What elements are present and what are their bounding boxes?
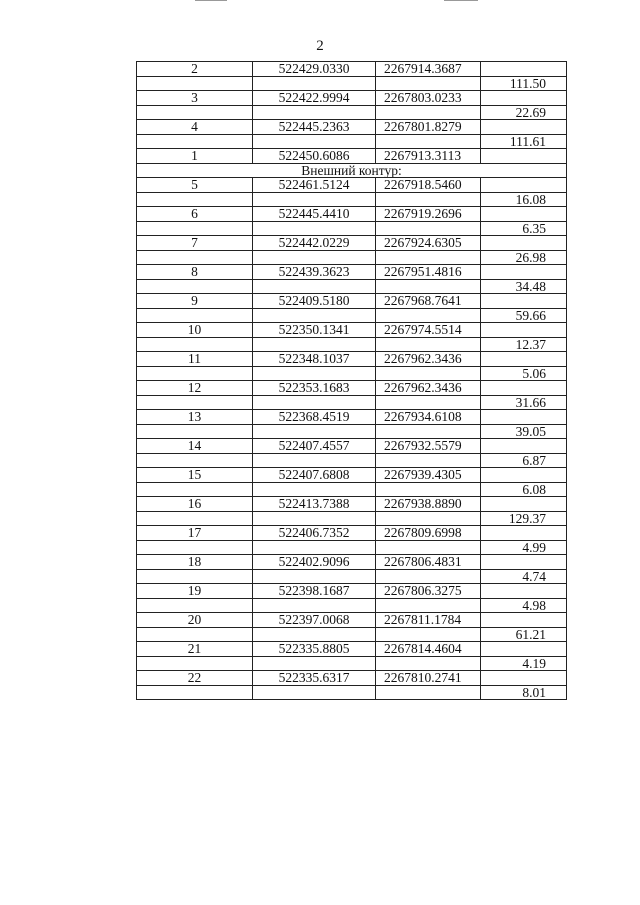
empty-cell bbox=[376, 279, 481, 294]
empty-cell bbox=[137, 569, 253, 584]
distance-cell-empty bbox=[481, 120, 567, 135]
x-coordinate-cell: 522407.4557 bbox=[253, 439, 376, 454]
distance-cell: 26.98 bbox=[481, 250, 567, 265]
empty-cell bbox=[137, 482, 253, 497]
x-coordinate-cell: 522445.4410 bbox=[253, 207, 376, 222]
empty-cell bbox=[253, 598, 376, 613]
point-number-cell: 21 bbox=[137, 642, 253, 657]
table-row-point bbox=[137, 265, 567, 280]
x-coordinate-cell: 522402.9096 bbox=[253, 555, 376, 570]
table-row-distance bbox=[137, 105, 567, 120]
point-number-cell: 14 bbox=[137, 439, 253, 454]
distance-cell-empty bbox=[481, 381, 567, 396]
distance-cell-empty bbox=[481, 352, 567, 367]
table-row-point bbox=[137, 497, 567, 512]
distance-cell: 16.08 bbox=[481, 192, 567, 207]
empty-cell bbox=[376, 337, 481, 352]
y-coordinate-cell: 2267951.4816 bbox=[376, 265, 481, 280]
distance-cell: 31.66 bbox=[481, 395, 567, 410]
empty-cell bbox=[376, 395, 481, 410]
x-coordinate-cell: 522406.7352 bbox=[253, 526, 376, 541]
distance-cell: 34.48 bbox=[481, 279, 567, 294]
distance-cell: 4.74 bbox=[481, 569, 567, 584]
table-row-distance bbox=[137, 366, 567, 381]
empty-cell bbox=[376, 569, 481, 584]
table-row-point bbox=[137, 120, 567, 135]
empty-cell bbox=[376, 598, 481, 613]
empty-cell bbox=[137, 76, 253, 91]
x-coordinate-cell: 522422.9994 bbox=[253, 91, 376, 106]
x-coordinate-cell: 522398.1687 bbox=[253, 584, 376, 599]
table-row-distance bbox=[137, 221, 567, 236]
x-coordinate-cell: 522353.1683 bbox=[253, 381, 376, 396]
distance-cell-empty bbox=[481, 62, 567, 77]
scan-mark-right bbox=[444, 0, 478, 1]
point-number-cell: 20 bbox=[137, 613, 253, 628]
y-coordinate-cell: 2267913.3113 bbox=[376, 149, 481, 164]
distance-cell-empty bbox=[481, 236, 567, 251]
distance-cell: 4.19 bbox=[481, 656, 567, 671]
table-row-point bbox=[137, 294, 567, 309]
table-row-distance bbox=[137, 76, 567, 91]
point-number-cell: 1 bbox=[137, 149, 253, 164]
empty-cell bbox=[253, 656, 376, 671]
empty-cell bbox=[137, 453, 253, 468]
y-coordinate-cell: 2267939.4305 bbox=[376, 468, 481, 483]
empty-cell bbox=[253, 511, 376, 526]
distance-cell: 4.98 bbox=[481, 598, 567, 613]
point-number-cell: 15 bbox=[137, 468, 253, 483]
empty-cell bbox=[376, 424, 481, 439]
y-coordinate-cell: 2267934.6108 bbox=[376, 410, 481, 425]
empty-cell bbox=[253, 279, 376, 294]
distance-cell: 6.08 bbox=[481, 482, 567, 497]
empty-cell bbox=[137, 221, 253, 236]
x-coordinate-cell: 522439.3623 bbox=[253, 265, 376, 280]
y-coordinate-cell: 2267938.8890 bbox=[376, 497, 481, 512]
distance-cell: 6.87 bbox=[481, 453, 567, 468]
table-row-point bbox=[137, 62, 567, 77]
empty-cell bbox=[253, 627, 376, 642]
distance-cell: 22.69 bbox=[481, 105, 567, 120]
y-coordinate-cell: 2267919.2696 bbox=[376, 207, 481, 222]
empty-cell bbox=[376, 540, 481, 555]
x-coordinate-cell: 522350.1341 bbox=[253, 323, 376, 338]
coordinates-table-body bbox=[137, 62, 567, 700]
distance-cell: 12.37 bbox=[481, 337, 567, 352]
distance-cell-empty bbox=[481, 671, 567, 686]
empty-cell bbox=[253, 308, 376, 323]
empty-cell bbox=[376, 250, 481, 265]
table-row-point bbox=[137, 381, 567, 396]
empty-cell bbox=[253, 540, 376, 555]
empty-cell bbox=[137, 134, 253, 149]
table-row-point bbox=[137, 613, 567, 628]
empty-cell bbox=[137, 105, 253, 120]
x-coordinate-cell: 522445.2363 bbox=[253, 120, 376, 135]
empty-cell bbox=[137, 337, 253, 352]
empty-cell bbox=[137, 424, 253, 439]
point-number-cell: 22 bbox=[137, 671, 253, 686]
distance-cell-empty bbox=[481, 323, 567, 338]
x-coordinate-cell: 522335.8805 bbox=[253, 642, 376, 657]
distance-cell: 111.50 bbox=[481, 76, 567, 91]
distance-cell-empty bbox=[481, 265, 567, 280]
empty-cell bbox=[253, 76, 376, 91]
empty-cell bbox=[137, 685, 253, 700]
distance-cell-empty bbox=[481, 207, 567, 222]
y-coordinate-cell: 2267801.8279 bbox=[376, 120, 481, 135]
empty-cell bbox=[376, 627, 481, 642]
table-row-distance bbox=[137, 453, 567, 468]
table-row-point bbox=[137, 323, 567, 338]
table-row-point bbox=[137, 555, 567, 570]
empty-cell bbox=[376, 366, 481, 381]
point-number-cell: 5 bbox=[137, 178, 253, 193]
distance-cell-empty bbox=[481, 149, 567, 164]
empty-cell bbox=[137, 656, 253, 671]
y-coordinate-cell: 2267962.3436 bbox=[376, 352, 481, 367]
empty-cell bbox=[376, 134, 481, 149]
empty-cell bbox=[137, 395, 253, 410]
section-header: Внешний контур: bbox=[137, 163, 567, 178]
y-coordinate-cell: 2267814.4604 bbox=[376, 642, 481, 657]
empty-cell bbox=[253, 192, 376, 207]
empty-cell bbox=[376, 656, 481, 671]
table-row-distance bbox=[137, 337, 567, 352]
empty-cell bbox=[253, 569, 376, 584]
point-number-cell: 4 bbox=[137, 120, 253, 135]
distance-cell: 6.35 bbox=[481, 221, 567, 236]
empty-cell bbox=[137, 598, 253, 613]
table-row-point bbox=[137, 642, 567, 657]
point-number-cell: 16 bbox=[137, 497, 253, 512]
empty-cell bbox=[253, 685, 376, 700]
distance-cell-empty bbox=[481, 468, 567, 483]
y-coordinate-cell: 2267803.0233 bbox=[376, 91, 481, 106]
y-coordinate-cell: 2267968.7641 bbox=[376, 294, 481, 309]
empty-cell bbox=[253, 366, 376, 381]
y-coordinate-cell: 2267806.3275 bbox=[376, 584, 481, 599]
table-row-point bbox=[137, 410, 567, 425]
x-coordinate-cell: 522335.6317 bbox=[253, 671, 376, 686]
table-row-point bbox=[137, 178, 567, 193]
distance-cell-empty bbox=[481, 584, 567, 599]
empty-cell bbox=[137, 279, 253, 294]
point-number-cell: 11 bbox=[137, 352, 253, 367]
table-row-distance bbox=[137, 598, 567, 613]
distance-cell: 8.01 bbox=[481, 685, 567, 700]
distance-cell-empty bbox=[481, 294, 567, 309]
x-coordinate-cell: 522461.5124 bbox=[253, 178, 376, 193]
x-coordinate-cell: 522409.5180 bbox=[253, 294, 376, 309]
table-row-point bbox=[137, 671, 567, 686]
table-row-point bbox=[137, 352, 567, 367]
distance-cell-empty bbox=[481, 526, 567, 541]
page-number: 2 bbox=[316, 38, 324, 54]
point-number-cell: 7 bbox=[137, 236, 253, 251]
table-row-distance bbox=[137, 134, 567, 149]
distance-cell: 61.21 bbox=[481, 627, 567, 642]
distance-cell: 129.37 bbox=[481, 511, 567, 526]
y-coordinate-cell: 2267811.1784 bbox=[376, 613, 481, 628]
table-row-distance bbox=[137, 656, 567, 671]
point-number-cell: 18 bbox=[137, 555, 253, 570]
empty-cell bbox=[376, 192, 481, 207]
point-number-cell: 12 bbox=[137, 381, 253, 396]
empty-cell bbox=[253, 134, 376, 149]
empty-cell bbox=[137, 250, 253, 265]
distance-cell-empty bbox=[481, 410, 567, 425]
empty-cell bbox=[253, 453, 376, 468]
distance-cell-empty bbox=[481, 555, 567, 570]
point-number-cell: 3 bbox=[137, 91, 253, 106]
distance-cell-empty bbox=[481, 178, 567, 193]
distance-cell-empty bbox=[481, 497, 567, 512]
table-row-distance bbox=[137, 192, 567, 207]
empty-cell bbox=[376, 453, 481, 468]
table-row-distance bbox=[137, 279, 567, 294]
empty-cell bbox=[376, 105, 481, 120]
x-coordinate-cell: 522442.0229 bbox=[253, 236, 376, 251]
empty-cell bbox=[253, 221, 376, 236]
y-coordinate-cell: 2267962.3436 bbox=[376, 381, 481, 396]
coordinates-table bbox=[136, 61, 567, 700]
distance-cell-empty bbox=[481, 642, 567, 657]
table-row-section bbox=[137, 163, 567, 178]
y-coordinate-cell: 2267924.6305 bbox=[376, 236, 481, 251]
distance-cell-empty bbox=[481, 91, 567, 106]
empty-cell bbox=[137, 308, 253, 323]
distance-cell-empty bbox=[481, 613, 567, 628]
distance-cell: 111.61 bbox=[481, 134, 567, 149]
distance-cell: 39.05 bbox=[481, 424, 567, 439]
empty-cell bbox=[253, 337, 376, 352]
table-row-distance bbox=[137, 424, 567, 439]
table-row-point bbox=[137, 468, 567, 483]
empty-cell bbox=[137, 540, 253, 555]
empty-cell bbox=[253, 482, 376, 497]
empty-cell bbox=[376, 221, 481, 236]
empty-cell bbox=[253, 250, 376, 265]
table-row-distance bbox=[137, 250, 567, 265]
empty-cell bbox=[137, 511, 253, 526]
x-coordinate-cell: 522429.0330 bbox=[253, 62, 376, 77]
table-row-point bbox=[137, 207, 567, 222]
point-number-cell: 13 bbox=[137, 410, 253, 425]
y-coordinate-cell: 2267918.5460 bbox=[376, 178, 481, 193]
empty-cell bbox=[376, 482, 481, 497]
y-coordinate-cell: 2267806.4831 bbox=[376, 555, 481, 570]
point-number-cell: 6 bbox=[137, 207, 253, 222]
table-row-distance bbox=[137, 395, 567, 410]
x-coordinate-cell: 522450.6086 bbox=[253, 149, 376, 164]
distance-cell: 59.66 bbox=[481, 308, 567, 323]
table-row-distance bbox=[137, 482, 567, 497]
distance-cell: 5.06 bbox=[481, 366, 567, 381]
scan-mark-left bbox=[195, 0, 227, 1]
table-row-point bbox=[137, 584, 567, 599]
empty-cell bbox=[253, 105, 376, 120]
empty-cell bbox=[137, 366, 253, 381]
table-row-point bbox=[137, 236, 567, 251]
empty-cell bbox=[376, 511, 481, 526]
distance-cell: 4.99 bbox=[481, 540, 567, 555]
y-coordinate-cell: 2267914.3687 bbox=[376, 62, 481, 77]
empty-cell bbox=[376, 308, 481, 323]
x-coordinate-cell: 522413.7388 bbox=[253, 497, 376, 512]
table-row-point bbox=[137, 91, 567, 106]
point-number-cell: 19 bbox=[137, 584, 253, 599]
table-row-point bbox=[137, 149, 567, 164]
table-row-distance bbox=[137, 308, 567, 323]
table-row-point bbox=[137, 526, 567, 541]
table-row-point bbox=[137, 439, 567, 454]
empty-cell bbox=[137, 627, 253, 642]
table-row-distance bbox=[137, 540, 567, 555]
point-number-cell: 8 bbox=[137, 265, 253, 280]
x-coordinate-cell: 522407.6808 bbox=[253, 468, 376, 483]
y-coordinate-cell: 2267974.5514 bbox=[376, 323, 481, 338]
x-coordinate-cell: 522397.0068 bbox=[253, 613, 376, 628]
distance-cell-empty bbox=[481, 439, 567, 454]
point-number-cell: 10 bbox=[137, 323, 253, 338]
point-number-cell: 9 bbox=[137, 294, 253, 309]
point-number-cell: 17 bbox=[137, 526, 253, 541]
table-row-distance bbox=[137, 569, 567, 584]
y-coordinate-cell: 2267932.5579 bbox=[376, 439, 481, 454]
empty-cell bbox=[253, 395, 376, 410]
y-coordinate-cell: 2267810.2741 bbox=[376, 671, 481, 686]
x-coordinate-cell: 522368.4519 bbox=[253, 410, 376, 425]
table-row-distance bbox=[137, 627, 567, 642]
empty-cell bbox=[137, 192, 253, 207]
x-coordinate-cell: 522348.1037 bbox=[253, 352, 376, 367]
y-coordinate-cell: 2267809.6998 bbox=[376, 526, 481, 541]
empty-cell bbox=[376, 685, 481, 700]
table-row-distance bbox=[137, 685, 567, 700]
empty-cell bbox=[253, 424, 376, 439]
point-number-cell: 2 bbox=[137, 62, 253, 77]
empty-cell bbox=[376, 76, 481, 91]
table-row-distance bbox=[137, 511, 567, 526]
